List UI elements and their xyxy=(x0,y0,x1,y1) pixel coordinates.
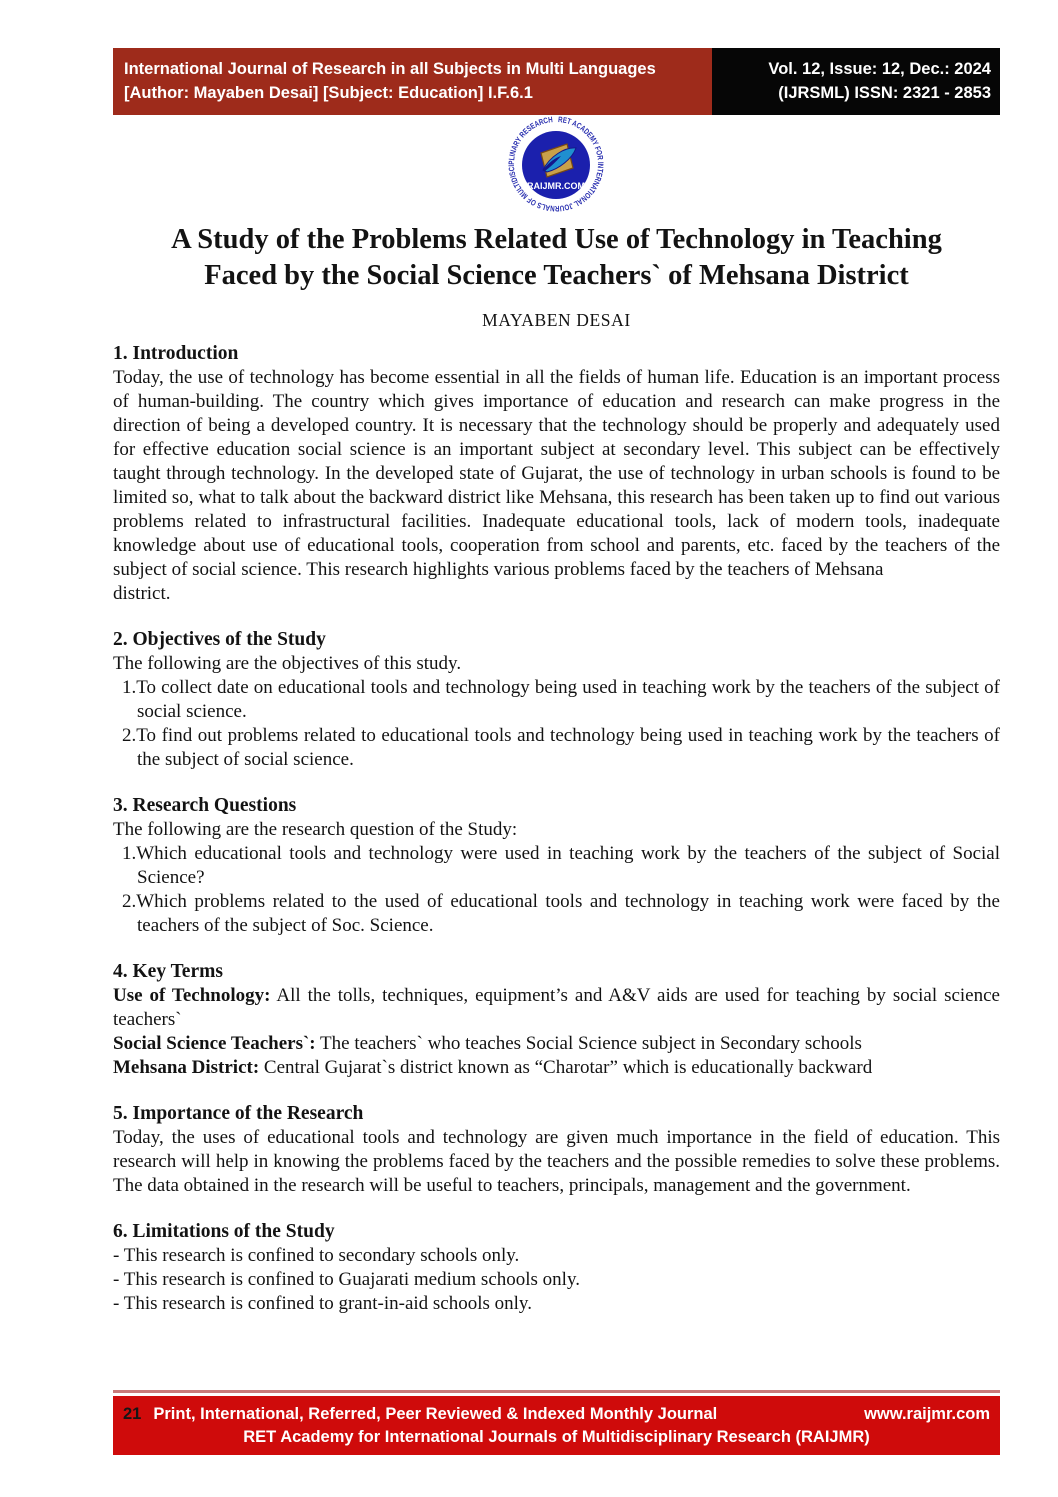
key-term xyxy=(113,1056,1000,1080)
journal-issn: (IJRSML) ISSN: 2321 - 2853 xyxy=(778,84,991,102)
introduction-paragraph-tail: district. xyxy=(113,583,171,604)
footer-journal-text: Print, International, Referred, Peer Reviewed & Indexed Monthly Journal xyxy=(153,1405,718,1423)
page-number: 21 xyxy=(123,1405,142,1423)
journal-header-left xyxy=(113,48,712,115)
objective-item: 2.To find out problems related to educational tools and technology being used in teaching work by the teachers of the subject of social science. xyxy=(122,725,1000,770)
article-body xyxy=(113,222,1000,1316)
journal-volume-issue: Vol. 12, Issue: 12, Dec.: 2024 xyxy=(768,60,991,78)
footer-website: www.raijmr.com xyxy=(864,1405,990,1423)
section-research-questions xyxy=(113,794,1000,938)
journal-header xyxy=(113,48,1000,115)
raijmr-logo xyxy=(497,114,615,216)
key-term-text: The teachers` who teaches Social Science subject in Secondary schools xyxy=(315,1033,862,1054)
limitation-item: - This research is confined to secondary schools only. xyxy=(113,1245,520,1266)
section-introduction xyxy=(113,342,1000,606)
key-term-label: Use of Technology: xyxy=(113,985,271,1006)
raijmr-logo-graphic xyxy=(497,114,615,216)
key-term-label: Mehsana District: xyxy=(113,1057,260,1078)
logo-ring-text: RET ACADEMY FOR INTERNATIONAL JOURNALS OF MULTIDISCIPLINARY RESEARCH xyxy=(506,114,606,214)
research-question-item: 2.Which problems related to the used of educational tools and technology in teaching work were faced by the teachers of the subject of Soc. Science. xyxy=(122,891,1000,936)
section-key-terms xyxy=(113,960,1000,1080)
journal-footer xyxy=(113,1396,1000,1455)
objective-item: 1.To collect date on educational tools and technology being used in teaching work by the teachers of the subject of social science. xyxy=(122,677,1000,722)
section-limitations xyxy=(113,1220,1000,1316)
article-title-line2: Faced by the Social Science Teachers` of Mehsana District xyxy=(204,260,909,291)
importance-paragraph: Today, the uses of educational tools and technology are given much importance in the field of education. This research will help in knowing the problems faced by the teachers and the possible remedies to solve these problems. The data obtained in the research will be useful to teachers, principals, management and the government. xyxy=(113,1127,1000,1196)
key-term-text: Central Gujarat`s district known as “Charotar” which is educationally backward xyxy=(259,1057,873,1078)
section-heading: 5. Importance of the Research xyxy=(113,1103,364,1124)
footer-line1 xyxy=(123,1403,990,1426)
section-heading: 1. Introduction xyxy=(113,343,239,364)
journal-name: International Journal of Research in all Subjects in Multi Languages xyxy=(124,60,656,78)
section-heading: 3. Research Questions xyxy=(113,795,297,816)
logo-center-text: RAIJMR.COM xyxy=(527,181,585,191)
journal-header-right xyxy=(712,48,1000,115)
footer-divider-line xyxy=(113,1390,1000,1393)
key-term-text: All the tolls, techniques, equipment’s and A&V aids are used for teaching by social science teachers` xyxy=(113,985,1000,1030)
limitation-item: - This research is confined to grant-in-aid schools only. xyxy=(113,1293,532,1314)
journal-author-subject: [Author: Mayaben Desai] [Subject: Education] I.F.6.1 xyxy=(124,84,533,102)
section-heading: 2. Objectives of the Study xyxy=(113,629,326,650)
section-objectives xyxy=(113,628,1000,772)
section-heading: 6. Limitations of the Study xyxy=(113,1221,335,1242)
introduction-paragraph: Today, the use of technology has become essential in all the fields of human life. Education is an important process of human-building. The country which gives importance of education and research can make progress in the direction of being a developed country. It is necessary that the technology should be properly and adequately used for effective education social science is an important subject at secondary level. This subject can be effectively taught through technology. In the developed state of Gujarat, the use of technology in urban schools is found to be limited so, what to talk about the backward district like Mehsana, this research has been taken up to find out various problems related to infrastructural facilities. Inadequate educational tools, lack of modern tools, inadequate knowledge about use of educational tools, cooperation from school and parents, etc. faced by the teachers of the subject of social science. This research highlights various problems faced by the teachers of Mehsana xyxy=(113,367,1000,580)
key-term xyxy=(113,984,1000,1032)
research-questions-intro: The following are the research question of the Study: xyxy=(113,819,518,840)
key-term xyxy=(113,1032,1000,1056)
key-term-label: Social Science Teachers`: xyxy=(113,1033,316,1054)
article-title-line1: A Study of the Problems Related Use of Technology in Teaching xyxy=(171,224,942,255)
objectives-intro: The following are the objectives of this study. xyxy=(113,653,462,674)
section-importance xyxy=(113,1102,1000,1198)
limitation-item: - This research is confined to Guajarati medium schools only. xyxy=(113,1269,580,1290)
author-name: MAYABEN DESAI xyxy=(482,310,631,330)
footer-academy-text: RET Academy for International Journals of Multidisciplinary Research (RAIJMR) xyxy=(243,1428,870,1446)
research-question-item: 1.Which educational tools and technology were used in teaching work by the teachers of the subject of Social Science? xyxy=(122,843,1000,888)
section-heading: 4. Key Terms xyxy=(113,961,223,982)
